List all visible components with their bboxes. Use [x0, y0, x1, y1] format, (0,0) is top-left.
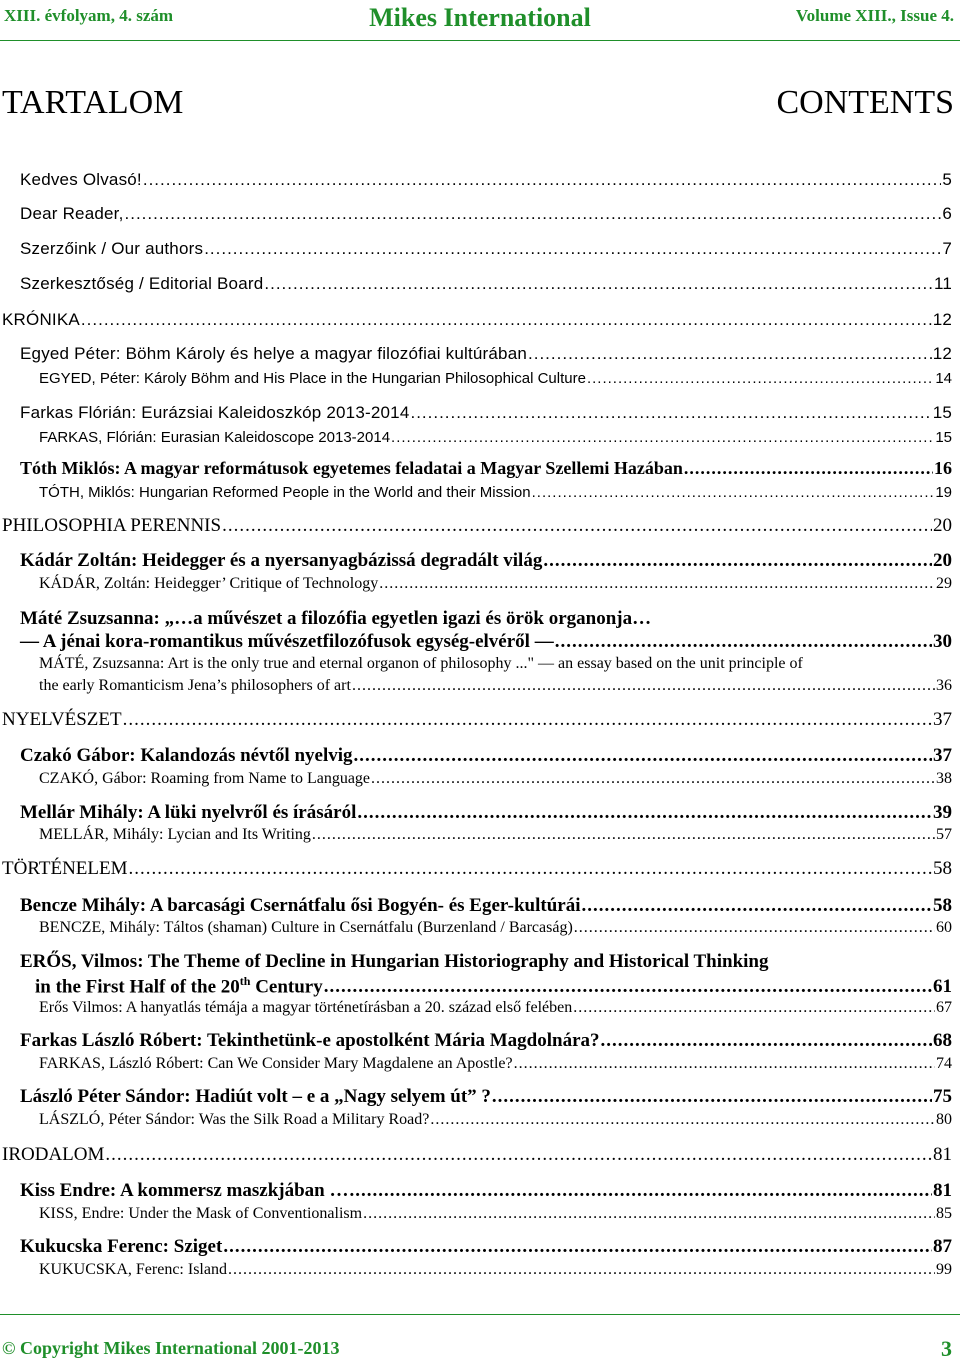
toc-entry-title: CZAKÓ, Gábor: Roaming from Name to Language: [39, 770, 371, 787]
toc-page-number: 11: [933, 274, 952, 293]
toc-entry-title: the early Romanticism Jena’s philosophers of art: [39, 677, 351, 694]
toc-entry-title: Szerzőink / Our authors: [20, 239, 204, 258]
toc-leader: [684, 458, 933, 479]
toc-leader: [371, 770, 935, 788]
toc-page-number: 58: [933, 895, 952, 916]
toc-leader: [581, 895, 932, 917]
toc-entry-laszlo-hu[interactable]: [20, 1086, 952, 1108]
running-header: [0, 0, 960, 40]
toc-page-number: 19: [935, 484, 952, 501]
toc-page-number: 14: [935, 370, 952, 387]
toc-page-number: 15: [932, 403, 952, 422]
toc-entry-kukucska-hu[interactable]: [20, 1236, 952, 1258]
toc-section-nyelveszet[interactable]: [2, 709, 952, 731]
toc-entry-farkas-laszlo-hu[interactable]: [20, 1030, 952, 1052]
toc-entry-title: — A jénai kora-romantikus művészetfilozófusok egység-elvéről —: [20, 631, 554, 652]
eros-superscript: th: [239, 974, 251, 988]
toc-entry-title: Farkas László Róbert: Tekinthetünk-e apostolként Mária Magdolnára?: [20, 1030, 600, 1051]
toc-page-number: 20: [933, 515, 952, 536]
toc-page-number: 58: [933, 858, 952, 879]
toc-entry-laszlo-en[interactable]: [39, 1111, 952, 1129]
toc-leader: [574, 919, 935, 937]
toc-leader: [352, 677, 935, 695]
toc-entry-kadar-en[interactable]: [39, 575, 952, 593]
toc-entry-eros-hu[interactable]: [39, 999, 952, 1017]
toc-leader: [379, 575, 935, 593]
toc-page-number: 85: [936, 1205, 952, 1222]
toc-entry-farkas-hu[interactable]: [20, 403, 952, 423]
toc-entry-mate-hu-line1[interactable]: Máté Zsuzsanna: „…a művészet a filozófia egyetlen igazi és örök organonja…: [20, 608, 652, 629]
toc-entry-eros-en-line1[interactable]: ERŐS, Vilmos: The Theme of Decline in Hungarian Historiography and Historical Thinking: [20, 951, 769, 972]
toc-section-irodalom[interactable]: [2, 1144, 952, 1166]
toc-entry-title: LÁSZLÓ, Péter Sándor: Was the Silk Road a Military Road?: [39, 1111, 430, 1128]
toc-page-number: 60: [936, 919, 952, 936]
toc-leader: [391, 429, 934, 446]
toc-leader: [105, 1144, 932, 1166]
toc-page-number: 29: [936, 575, 952, 592]
toc-leader: [349, 1180, 932, 1202]
toc-entry-mellar-hu[interactable]: [20, 802, 952, 824]
toc-leader: [532, 484, 935, 501]
toc-leader: [543, 550, 932, 572]
toc-entry-title: Kádár Zoltán: Heidegger és a nyersanyagbázissá degradált világ: [20, 550, 543, 571]
toc-page-number: 6: [942, 204, 952, 223]
toc-entry-title: BENCZE, Mihály: Táltos (shaman) Culture in Csernátfalu (Burzenland / Barcaság): [39, 919, 573, 936]
toc-entry-title: FARKAS, László Róbert: Can We Consider Mary Magdalene an Apostle?: [39, 1055, 513, 1072]
toc-entry-mate-en[interactable]: [39, 677, 952, 695]
toc-leader: [430, 1111, 935, 1129]
toc-entry-title: KUKUCSKA, Ferenc: Island: [39, 1261, 227, 1278]
toc-entry-title: Szerkesztőség / Editorial Board: [20, 274, 264, 293]
toc-page-number: 68: [933, 1030, 952, 1051]
toc-page-number: 61: [933, 976, 952, 998]
toc-entry-czako-hu[interactable]: [20, 745, 952, 767]
toc-entry-title: Kukucska Ferenc: Sziget: [20, 1236, 223, 1257]
toc-entry-bencze-en[interactable]: [39, 919, 952, 937]
title-tartalom: TARTALOM: [2, 84, 184, 121]
toc-entry-title: IRODALOM: [2, 1144, 105, 1165]
toc-section-kronika[interactable]: [2, 310, 952, 330]
toc-leader: [125, 204, 942, 224]
toc-leader: [528, 344, 932, 364]
toc-entry-title: FARKAS, Flórián: Eurasian Kaleidoscope 2013-2014: [39, 429, 391, 446]
toc-page-number: 74: [936, 1055, 952, 1072]
toc-page-number: 38: [936, 770, 952, 787]
toc-entry-mate-hu[interactable]: [20, 631, 952, 653]
header-volume-en: Volume XIII., Issue 4.: [795, 6, 954, 25]
toc-leader: [123, 709, 932, 731]
toc-section-tortenelem[interactable]: [2, 858, 952, 880]
toc-entry-toth-hu[interactable]: [20, 458, 952, 479]
toc-entry-title: Kedves Olvasó!: [20, 170, 142, 189]
toc-entry-title: [35, 974, 323, 998]
toc-page-number: 5: [942, 170, 952, 189]
toc-entry-title: EGYED, Péter: Károly Böhm and His Place in the Hungarian Philosophical Culture: [39, 370, 586, 387]
toc-leader: [228, 1261, 935, 1279]
toc-leader: [143, 170, 941, 190]
toc-page-number: 80: [936, 1111, 952, 1128]
toc-leader: [573, 999, 935, 1017]
toc-page-number: 7: [942, 239, 952, 258]
toc-entry-czako-en[interactable]: [39, 770, 952, 788]
toc-entry-farkas-en[interactable]: [39, 429, 952, 446]
eros-title-part: in the First Half of the 20: [35, 976, 240, 998]
toc-page-number: 57: [936, 826, 952, 843]
toc-page-number: 15: [935, 429, 952, 446]
toc-entry-title: KÁDÁR, Zoltán: Heidegger’ Critique of Technology: [39, 575, 379, 592]
toc-entry-editorial-board[interactable]: [20, 274, 952, 294]
toc-entry-title: KISS, Endre: Under the Mask of Conventionalism: [39, 1205, 363, 1222]
toc-entry-farkas-laszlo-en[interactable]: [39, 1055, 952, 1073]
toc-entry-title: MELLÁR, Mihály: Lycian and Its Writing: [39, 826, 311, 843]
toc-entry-title: Dear Reader,: [20, 204, 124, 223]
toc-entry-title: KRÓNIKA: [2, 310, 80, 329]
toc-leader: [514, 1055, 935, 1073]
toc-entry-authors[interactable]: [20, 239, 952, 259]
toc-leader: [601, 1030, 932, 1052]
eros-title-part-end: Century: [250, 976, 323, 998]
toc-page-number: 30: [933, 631, 952, 652]
toc-page-number: 75: [933, 1086, 952, 1107]
toc-leader: [312, 826, 935, 844]
header-rule: [0, 40, 960, 41]
toc-page-number: 20: [933, 550, 952, 571]
toc-entry-title: NYELVÉSZET: [2, 709, 122, 730]
footer-rule: [0, 1314, 960, 1315]
toc-leader: [354, 745, 932, 767]
toc-leader: [222, 515, 932, 537]
header-volume-hu: XIII. évfolyam, 4. szám: [4, 6, 174, 25]
toc-entry-title: TÖRTÉNELEM: [2, 858, 128, 879]
toc-entry-title: PHILOSOPHIA PERENNIS: [2, 515, 222, 536]
toc-entry-title: László Péter Sándor: Hadiút volt – e a „Nagy selyem út” ?: [20, 1086, 491, 1107]
title-contents: CONTENTS: [776, 84, 954, 121]
toc-page-number: 16: [934, 458, 952, 478]
toc-entry-title: Mellár Mihály: A lüki nyelvről és írásáról: [20, 802, 357, 823]
toc-entry-title: Bencze Mihály: A barcasági Csernátfalu ősi Bogyén- és Eger-kultúrái: [20, 895, 581, 916]
toc-leader: [223, 1236, 932, 1258]
toc-entry-egyed-hu[interactable]: [20, 344, 952, 364]
toc-leader: [357, 802, 932, 824]
toc-page-number: 12: [932, 310, 952, 329]
toc-page-number: 87: [933, 1236, 952, 1257]
footer-page-number: 3: [941, 1336, 952, 1361]
toc-entry-bencze-hu[interactable]: [20, 895, 952, 917]
toc-entry-title: Egyed Péter: Böhm Károly és helye a magyar filozófiai kultúrában: [20, 344, 528, 363]
toc-entry-title: Kiss Endre: A kommersz maszkjában …: [20, 1180, 349, 1201]
toc-leader: [204, 239, 941, 259]
toc-leader: [129, 858, 932, 880]
toc-leader: [324, 976, 932, 998]
toc-leader: [264, 274, 933, 294]
toc-page-number: 67: [936, 999, 952, 1016]
toc-section-philosophia-perennis[interactable]: [2, 515, 952, 537]
toc-entry-title: Farkas Flórián: Eurázsiai Kaleidoszkóp 2013-2014: [20, 403, 410, 422]
toc-page-number: 99: [936, 1261, 952, 1278]
toc-page-number: 12: [932, 344, 952, 363]
toc-entry-kiss-hu[interactable]: [20, 1180, 952, 1202]
toc-entry-kukucska-en[interactable]: [39, 1261, 952, 1279]
toc-entry-kadar-hu[interactable]: [20, 550, 952, 572]
toc-leader: [492, 1086, 932, 1108]
toc-entry-mate-en-line1[interactable]: MÁTÉ, Zsuzsanna: Art is the only true and eternal organon of philosophy ..." — an essay based on the unit principle of: [39, 655, 803, 672]
toc-entry-title: Czakó Gábor: Kalandozás névtől nyelvig: [20, 745, 353, 766]
toc-page-number: 36: [936, 677, 952, 694]
toc-entry-egyed-en[interactable]: [39, 370, 952, 387]
toc-leader: [81, 310, 932, 330]
toc-page-number: 37: [933, 745, 952, 766]
toc-leader: [410, 403, 931, 423]
toc-entry-kiss-en[interactable]: [39, 1205, 952, 1223]
toc-leader: [587, 370, 934, 387]
toc-page-number: 39: [933, 802, 952, 823]
toc-page-number: 81: [933, 1180, 952, 1201]
toc-entry-toth-en[interactable]: [39, 484, 952, 501]
toc-entry-eros-en[interactable]: [35, 974, 952, 998]
toc-leader: [363, 1205, 935, 1223]
toc-page-number: 37: [933, 709, 952, 730]
toc-entry-dear-reader[interactable]: [20, 204, 952, 224]
footer-copyright: © Copyright Mikes International 2001-2013: [2, 1338, 340, 1358]
toc-entry-mellar-en[interactable]: [39, 826, 952, 844]
toc-entry-title: Tóth Miklós: A magyar reformátusok egyetemes feladatai a Magyar Szellemi Hazában: [20, 458, 683, 478]
header-journal-title: Mikes International: [369, 3, 591, 32]
toc-entry-kedves[interactable]: [20, 170, 952, 190]
toc-entry-title: TÓTH, Miklós: Hungarian Reformed People in the World and their Mission: [39, 484, 531, 501]
toc-leader: [555, 631, 932, 653]
toc-entry-title: Erős Vilmos: A hanyatlás témája a magyar történetírásban a 20. század első felében: [39, 999, 573, 1016]
toc-page-number: 81: [933, 1144, 952, 1165]
